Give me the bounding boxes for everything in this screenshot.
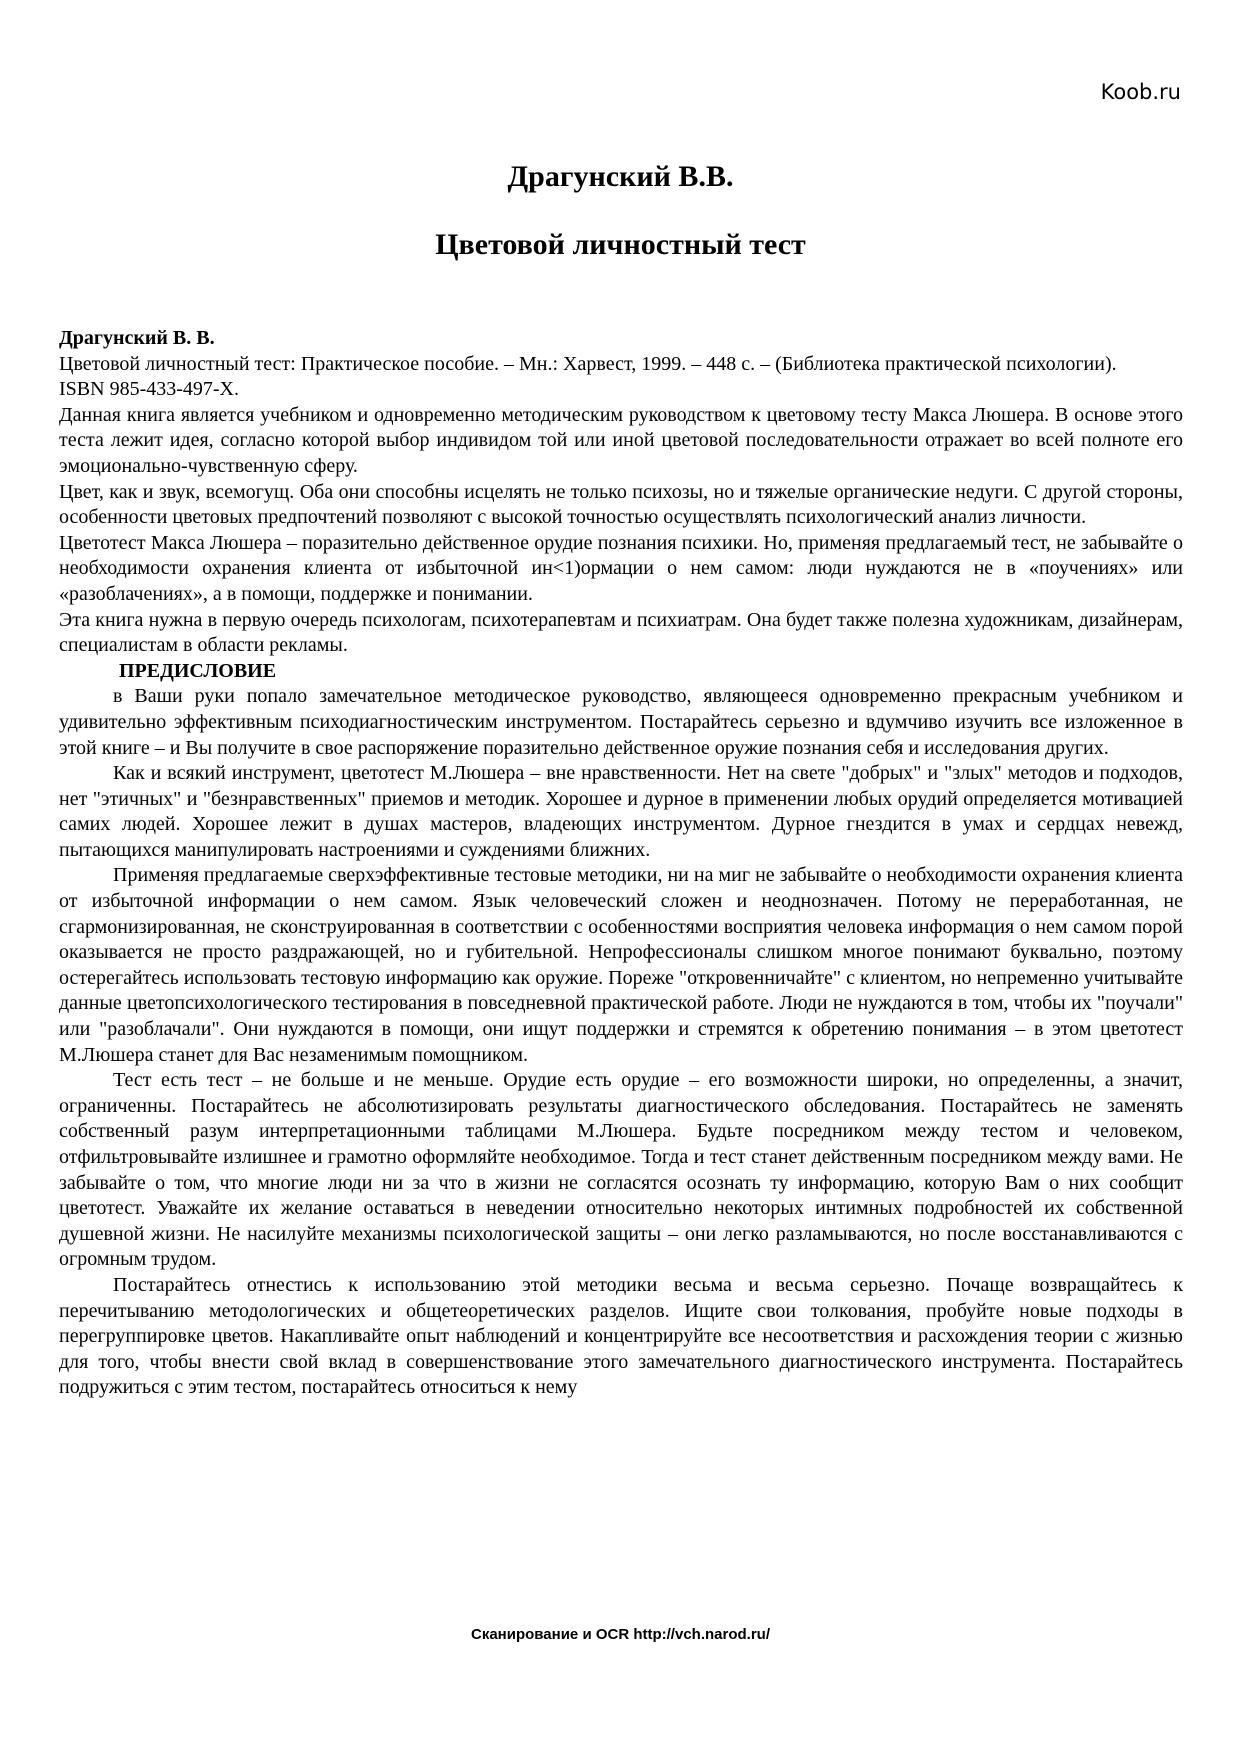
annotation-paragraph: Цветотест Макса Люшера – поразительно действенное орудие познания психики. Но, применяя предлагаемый тест, не забывайте о необходимости охранения клиента от избыточной ин<1)ормации о нем самом: люди нуждаются не в «поучениях» или «разоблачениях», а в помощи, поддержке и понимании. (59, 531, 1183, 605)
bibliography-description: Цветовой личностный тест: Практическое пособие. – Мн.: Харвест, 1999. – 448 с. – (Библиотека практической психологии). (59, 352, 1117, 375)
bibliography-author: Драгунский В. В. (59, 327, 215, 349)
document-body (59, 326, 1183, 1401)
preface-paragraph: Тест есть тест – не больше и не меньше. Орудие есть орудие – его возможности широки, но определенны, а значит, ограниченны. Постарайтесь не абсолютизировать результаты диагностического обследования. Постарайтесь не заменять собственный разум интерпретационными таблицами М.Люшера. Будьте посредником между тестом и человеком, отфильтровывайте излишнее и грамотно оформляйте необходимое. Тогда и тест станет действенным посредником между вами. Не забывайте о том, что многие люди ни за что в жизни не согласятся осознать ту информацию, которую Вам о них сообщит цветотест. Уважайте их желание оставаться в неведении относительно некоторых интимных подробностей их собственной душевной жизни. Не насилуйте механизмы психологической защиты – они легко разламываются, но после восстанавливаются с огромным трудом. (59, 1069, 1183, 1271)
scan-credit-footer: Сканирование и OCR http://vch.narod.ru/ (471, 1626, 770, 1643)
bibliography-isbn: ISBN 985-433-497-Х. (59, 378, 239, 401)
annotation-paragraph: Данная книга является учебником и одновременно методическим руководством к цветовому тесту Макса Люшера. В основе этого теста лежит идея, согласно которой выбор индивидом той или иной цветовой последовательности отражает во всей полноте его эмоционально-чувственную сферу. (59, 403, 1183, 477)
site-watermark[interactable]: Koob.ru (1100, 80, 1181, 104)
preface-paragraph: Как и всякий инструмент, цветотест М.Люшера – вне нравственности. Нет на свете "добрых" и "злых" методов и подходов, нет "этичных" и "безнравственных" приемов и методик. Хорошее и дурное в применении любых орудий определяется мотивацией самих людей. Хорошее лежит в душах мастеров, владеющих инструментом. Дурное гнездится в умах и сердцах невежд, пытающихся манипулировать настроениями и суждениями ближних. (59, 762, 1183, 861)
book-title: Цветовой личностный тест (435, 228, 806, 261)
preface-heading: ПРЕДИСЛОВИЕ (119, 659, 277, 682)
preface-paragraph: в Ваши руки попало замечательное методическое руководство, являющееся одновременно прекрасным учебником и удивительно эффективным психодиагностическим инструментом. Постарайтесь серьезно и вдумчиво изучить все изложенное в этой книге – и Вы получите в свое распоряжение поразительно действенное оружие познания себя и исследования других. (59, 685, 1183, 759)
preface-paragraph: Применяя предлагаемые сверхэффективные тестовые методики, ни на миг не забывайте о необходимости охранения клиента от избыточной информации о нем самом. Язык человеческий сложен и неоднозначен. Потому не переработанная, не сгармонизированная, не сконструированная в соответствии с особенностями восприятия человека информация о нем самом порой оказывается не просто раздражающей, но и губительной. Непрофессионалы слишком многое понимают буквально, поэтому остерегайтесь использовать тестовую информацию как оружие. Пореже "откровенничайте" с клиентом, но непременно учитывайте данные цветопсихологического тестирования в повседневной практической работе. Люди не нуждаются в том, чтобы их "поучали" или "разоблачали". Они нуждаются в помощи, они ищут поддержки и стремятся к обретению понимания – в этом цветотест М.Люшера станет для Вас незаменимым помощником. (59, 864, 1183, 1066)
author-title: Драгунский В.В. (507, 160, 734, 193)
preface-paragraph: Постарайтесь отнестись к использованию этой методики весьма и весьма серьезно. Почаще возвращайтесь к перечитыванию методологических и общетеоретических разделов. Ищите свои толкования, пробуйте новые подходы в перегруппировке цветов. Накапливайте опыт наблюдений и концентрируйте все несоответствия и расхождения теории с жизнью для того, чтобы внести свой вклад в совершенствование этого замечательного диагностического инструмента. Постарайтесь подружиться с этим тестом, постарайтесь относиться к нему (59, 1273, 1183, 1399)
annotation-paragraph: Цвет, как и звук, всемогущ. Оба они способны исцелять не только психозы, но и тяжелые органические недуги. С другой стороны, особенности цветовых предпочтений позволяют с высокой точностью осуществлять психологический анализ личности. (59, 480, 1183, 529)
annotation-paragraph: Эта книга нужна в первую очередь психологам, психотерапевтам и психиатрам. Она будет также полезна художникам, дизайнерам, специалистам в области рекламы. (59, 608, 1183, 657)
